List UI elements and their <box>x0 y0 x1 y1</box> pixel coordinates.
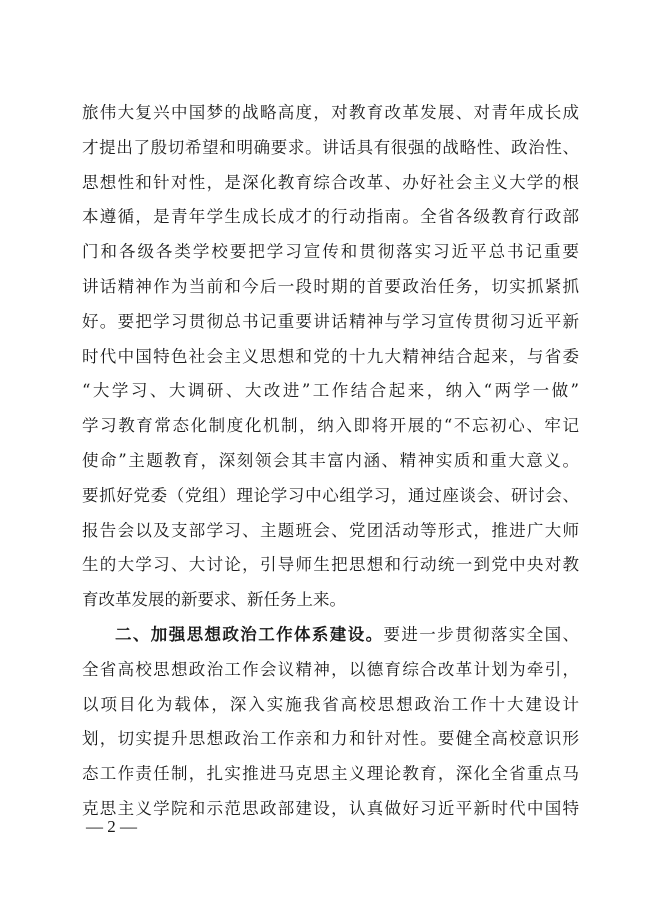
text-line: 使命”主题教育，深刻领会其丰富内涵、精神实质和重大意义。 <box>82 450 579 470</box>
text-line: 以项目化为载体，深入实施我省高校思想政治工作十大建设计 <box>82 694 579 714</box>
text-line: 态工作责任制，扎实推进马克思主义理论教育，深化全省重点马 <box>82 764 579 784</box>
text-line: 划，切实提升思想政治工作亲和力和针对性。要健全高校意识形 <box>82 729 579 749</box>
text-line: 学习教育常态化制度化机制，纳入即将开展的“不忘初心、牢记 <box>82 416 579 436</box>
text-line: 要抓好党委（党组）理论学习中心组学习，通过座谈会、研讨会、 <box>82 485 579 505</box>
text-line: 门和各级各类学校要把学习宣传和贯彻落实习近平总书记重要 <box>82 242 579 262</box>
text-line: “大学习、大调研、大改进”工作结合起来，纳入“两学一做” <box>82 381 579 401</box>
body-text <box>82 96 579 827</box>
section-2-heading: 二、加强思想政治工作体系建设。 <box>115 624 384 644</box>
text-line: 育改革发展的新要求、新任务上来。 <box>82 590 346 610</box>
text-line: 本遵循，是青年学生成长成才的行动指南。全省各级教育行政部 <box>82 207 579 227</box>
section-2-first-line <box>82 618 579 653</box>
section-2-first-line-rest: 要进一步贯彻落实全国、 <box>383 624 580 644</box>
text-line: 全省高校思想政治工作会议精神，以德育综合改革计划为牵引， <box>82 659 579 679</box>
text-line: 生的大学习、大讨论，引导师生把思想和行动统一到党中央对教 <box>82 555 579 575</box>
text-line: 思想性和针对性，是深化教育综合改革、办好社会主义大学的根 <box>82 172 579 192</box>
text-line: 时代中国特色社会主义思想和党的十九大精神结合起来，与省委 <box>82 346 579 366</box>
text-line: 好。要把学习贯彻总书记重要讲话精神与学习宣传贯彻习近平新 <box>82 311 579 331</box>
text-line: 旅伟大复兴中国梦的战略高度，对教育改革发展、对青年成长成 <box>82 103 579 122</box>
page-number: — 2 — <box>86 817 137 836</box>
text-line: 克思主义学院和示范思政部建设，认真做好习近平新时代中国特 <box>82 798 579 818</box>
text-line: 报告会以及支部学习、主题班会、党团活动等形式，推进广大师 <box>82 520 579 540</box>
text-line: 讲话精神作为当前和今后一段时期的首要政治任务，切实抓紧抓 <box>82 276 579 296</box>
text-line: 才提出了殷切希望和明确要求。讲话具有很强的战略性、政治性、 <box>82 137 579 157</box>
